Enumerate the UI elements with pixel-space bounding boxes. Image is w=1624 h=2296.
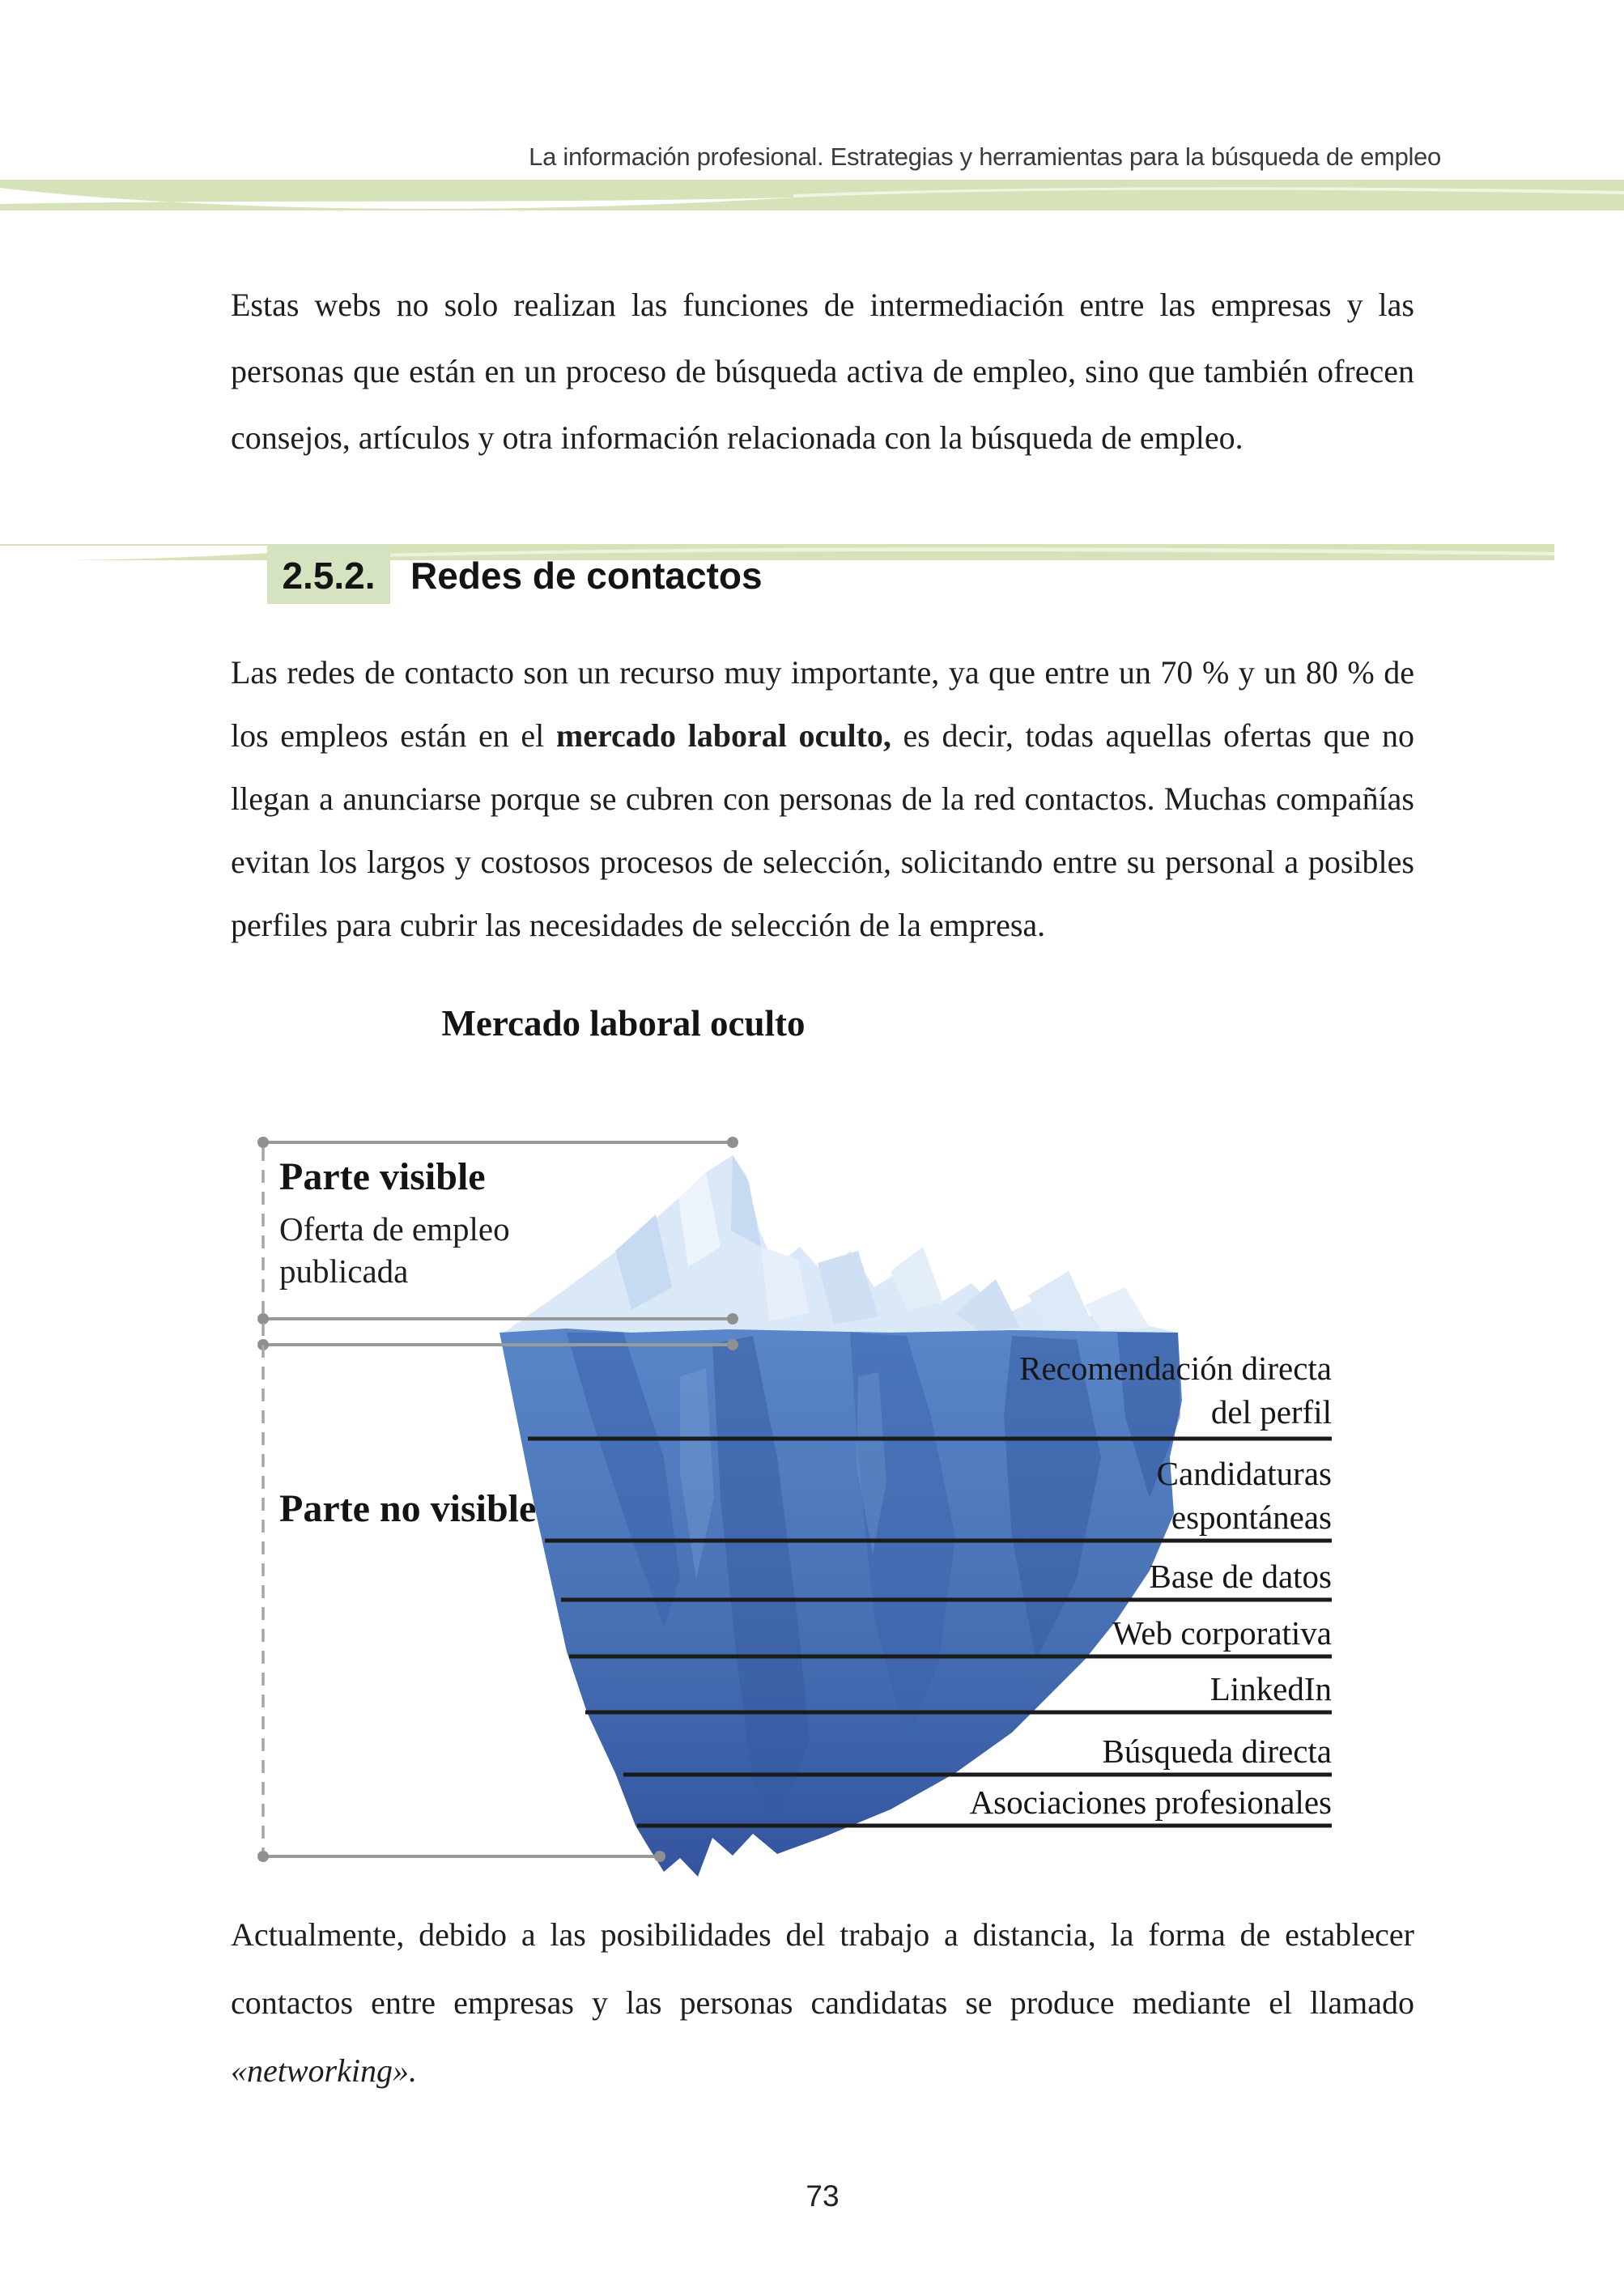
paragraph-networks-after: es decir, todas aquellas ofertas que no llegan a anunciarse porque se cubren con personas de la red contactos. Muchas compañías evitan los largos y costosos procesos de selección, solicitando entre su personal a posibles perfiles para cubrir las necesidades de selección de la empresa. xyxy=(231,717,1415,943)
page-number: 73 xyxy=(806,2179,840,2213)
hidden-part-label: Parte no visible xyxy=(279,1487,537,1530)
networking-italic: «networking». xyxy=(231,2052,417,2089)
visible-part-sublabel xyxy=(279,1208,510,1292)
hidden-channel-asociaciones xyxy=(749,1780,1332,1824)
paragraph-networking xyxy=(231,1901,1414,2105)
top-green-band xyxy=(0,176,1624,214)
item-line: Base de datos xyxy=(1149,1558,1332,1595)
visible-sub-line-2: publicada xyxy=(279,1252,409,1290)
item-line: Candidaturas xyxy=(1156,1455,1332,1492)
item-line: LinkedIn xyxy=(1209,1670,1332,1707)
visible-sub-line-1: Oferta de empleo xyxy=(279,1210,510,1248)
hidden-channel-web-corporativa xyxy=(749,1611,1332,1655)
item-line: Recomendación directa xyxy=(1019,1350,1332,1387)
item-line: Búsqueda directa xyxy=(1102,1733,1332,1770)
paragraph-networks xyxy=(231,641,1414,957)
iceberg-above-water xyxy=(504,1155,1178,1333)
figure-title: Mercado laboral oculto xyxy=(441,1003,806,1044)
hidden-channel-candidaturas xyxy=(749,1452,1332,1539)
section-green-band xyxy=(0,541,1554,562)
item-line: espontáneas xyxy=(1171,1499,1332,1536)
item-line: Web corporativa xyxy=(1112,1614,1332,1652)
hidden-channel-linkedin xyxy=(749,1667,1332,1711)
item-line: Asociaciones profesionales xyxy=(969,1784,1332,1821)
hidden-market-bold: mercado laboral oculto, xyxy=(555,717,891,754)
visible-part-label: Parte visible xyxy=(279,1155,486,1198)
hidden-channel-recomendacion xyxy=(749,1346,1332,1434)
hidden-channel-busqueda-directa xyxy=(749,1729,1332,1773)
hidden-channel-base-datos xyxy=(749,1554,1332,1598)
section-number: 2.5.2. xyxy=(282,555,376,597)
paragraph-intro: Estas webs no solo realizan las funciones de intermediación entre las empresas y las personas que están en un proceso de búsqueda activa de empleo, sino que también ofrecen consejos, artículos y otra información relacionada con la búsqueda de empleo. xyxy=(231,287,1414,456)
paragraph-networks-before: Las redes de contacto son un recurso muy importante, ya que entre un 70 % y un 80 % de los empleos están en el xyxy=(231,654,1414,754)
running-header: La información profesional. Estrategias y herramientas para la búsqueda de empleo xyxy=(529,142,1441,171)
section-title: Redes de contactos xyxy=(410,555,763,597)
item-line: del perfil xyxy=(1210,1393,1332,1431)
paragraph-networking-before: Actualmente, debido a las posibilidades del trabajo a distancia, la forma de establecer contactos entre empresas y las personas candidatas se produce mediante el llamado xyxy=(231,1916,1414,2021)
